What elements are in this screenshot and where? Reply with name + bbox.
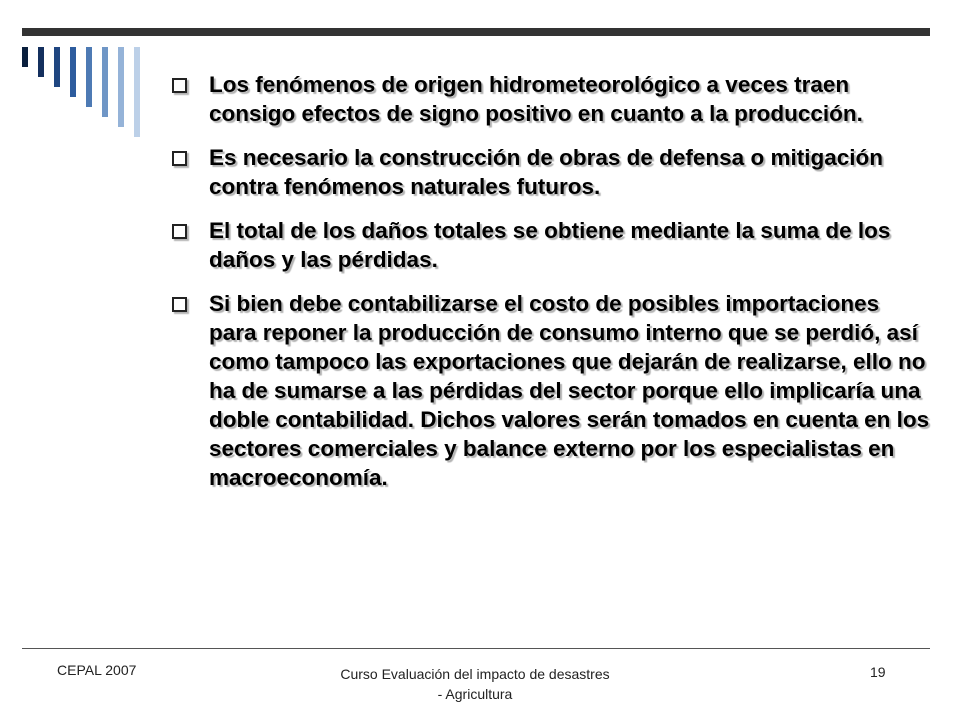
stripe-1 <box>22 47 28 67</box>
footer-divider <box>22 648 930 649</box>
square-bullet-icon <box>172 297 187 312</box>
stripe-7 <box>118 47 124 127</box>
stripe-2 <box>38 47 44 77</box>
stripe-3 <box>54 47 60 87</box>
bullet-item <box>172 216 932 274</box>
bullet-item <box>172 289 932 492</box>
square-bullet-icon <box>172 78 187 93</box>
slide-number: 19 <box>870 664 886 680</box>
bullet-list <box>172 70 932 507</box>
stripe-8 <box>134 47 140 137</box>
stripe-6 <box>102 47 108 117</box>
bullet-text: El total de los daños totales se obtiene mediante la suma de los daños y las pérdidas. <box>209 218 891 272</box>
stripe-5 <box>86 47 92 107</box>
square-bullet-icon <box>172 151 187 166</box>
bullet-text: Si bien debe contabilizarse el costo de posibles importaciones para reponer la producción de consumo interno que se perdió, así como tampoco las exportaciones que dejarán de realizarse, ello no ha de sumarse a las pérdidas del sector porque ello implicaría una doble contabilidad. Dichos valores serán tomados en cuenta en los sectores comerciales y balance externo por los especialistas en macroeconomía. <box>209 291 930 490</box>
bullet-item <box>172 70 932 128</box>
bullet-item <box>172 143 932 201</box>
square-bullet-icon <box>172 224 187 239</box>
bullet-text: Los fenómenos de origen hidrometeorológico a veces traen consigo efectos de signo positivo en cuanto a la producción. <box>209 72 863 126</box>
bullet-text: Es necesario la construcción de obras de defensa o mitigación contra fenómenos naturales futuros. <box>209 145 883 199</box>
stripe-4 <box>70 47 76 97</box>
footer-course-title: Curso Evaluación del impacto de desastres - Agricultura <box>340 666 610 702</box>
top-decorative-bar <box>22 28 930 36</box>
footer-organization: CEPAL 2007 <box>57 662 137 678</box>
